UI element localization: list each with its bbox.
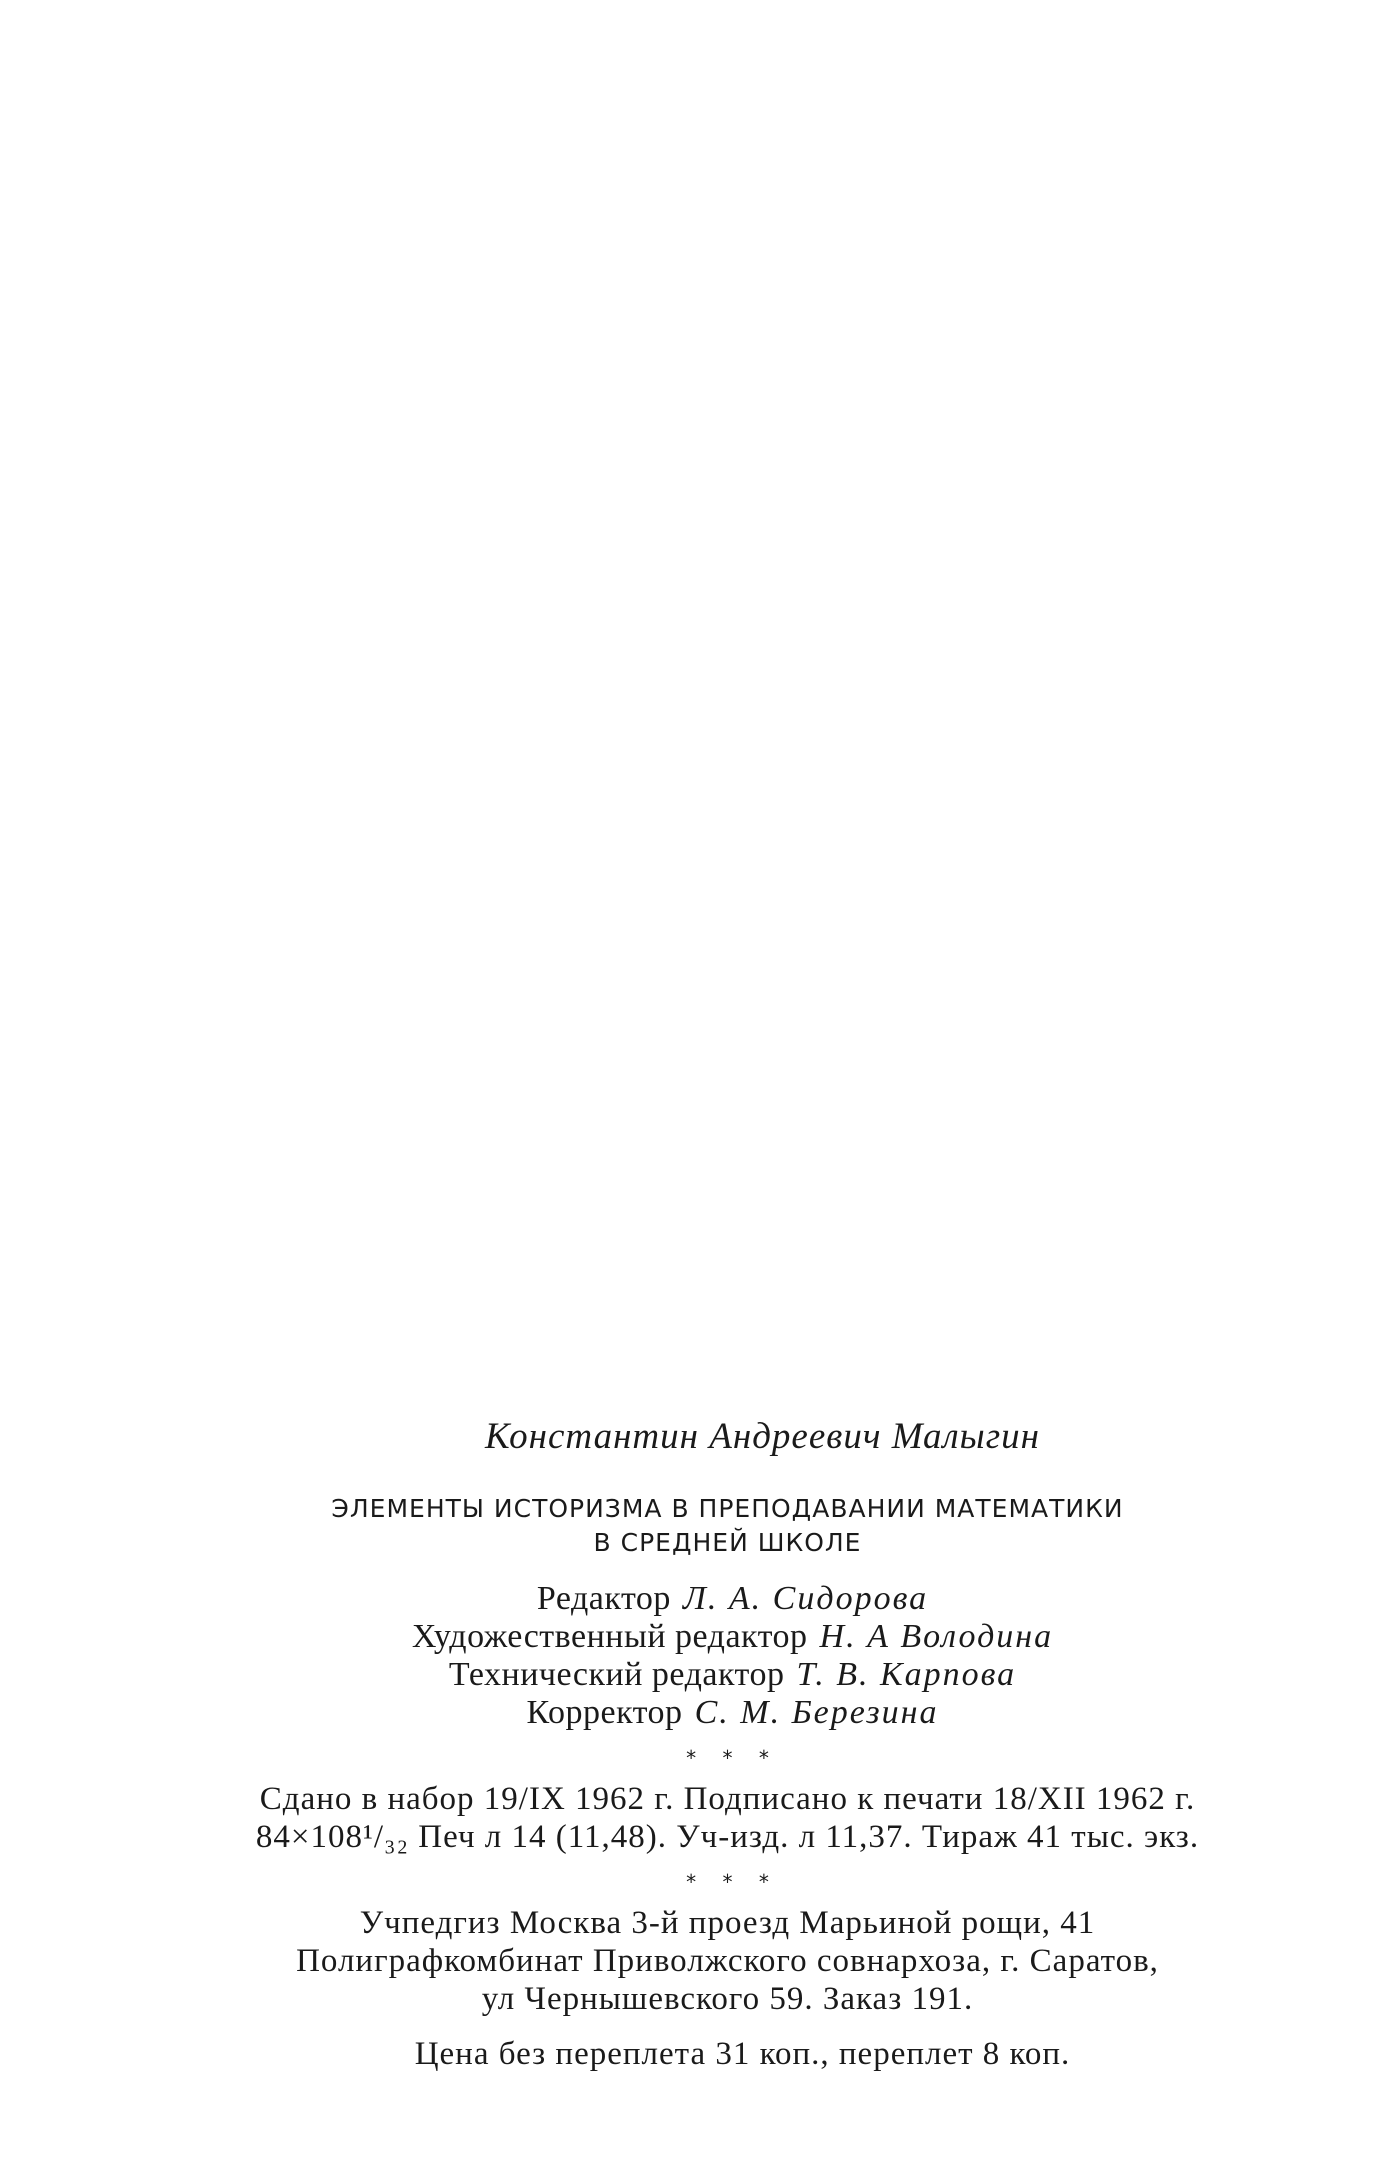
credit-technical-editor [70,1656,1395,1694]
credit-role: Технический редактор [448,1656,785,1693]
print-info-line-1: Сдано в набор 19/IX 1962 г. Подписано к печати 18/XII 1962 г. [259,1781,1196,1817]
separator-stars: * * * [686,1746,779,1770]
credit-role: Корректор [526,1694,683,1731]
price-line: Цена без переплета 31 коп., переплет 8 коп. [414,2036,1071,2072]
book-title-line-1: ЭЛЕМЕНТЫ ИСТОРИЗМА В ПРЕПОДАВАНИИ МАТЕМАТИКИ [331,1494,1124,1523]
credit-name: Л. А. Сидорова [682,1580,929,1617]
credit-role: Художественный редактор [411,1618,808,1655]
credit-art-editor [70,1618,1395,1656]
print-info [0,1780,1395,1856]
credit-name: С. М. Березина [694,1694,939,1731]
credit-proofreader [70,1694,1395,1732]
book-title [0,1492,1395,1560]
separator-stars: * * * [686,1870,779,1894]
credit-name: Т. В. Карпова [796,1656,1017,1693]
publisher-line-3: ул Чернышевского 59. Заказ 191. [481,1981,974,2017]
book-title-line-2: В СРЕДНЕЙ ШКОЛЕ [593,1528,862,1557]
author-name: Константин Андреевич Малыгин [484,1416,1041,1457]
credit-name: Н. А Володина [819,1618,1054,1655]
colophon [0,1415,1395,2073]
print-info-line-2: 84×108¹/₃₂ Печ л 14 (11,48). Уч-изд. л 11,37. Тираж 41 тыс. экз. [255,1819,1200,1855]
publisher-line-1: Учпедгиз Москва 3-й проезд Марьиной рощи, 41 [359,1905,1096,1941]
credits-block [0,1580,1395,1732]
publisher-line-2: Полиграфкомбинат Приволжского совнархоза, г. Саратов, [296,1943,1159,1979]
publisher-info [0,1904,1395,2018]
credit-editor [70,1580,1395,1618]
credit-role: Редактор [536,1580,671,1617]
